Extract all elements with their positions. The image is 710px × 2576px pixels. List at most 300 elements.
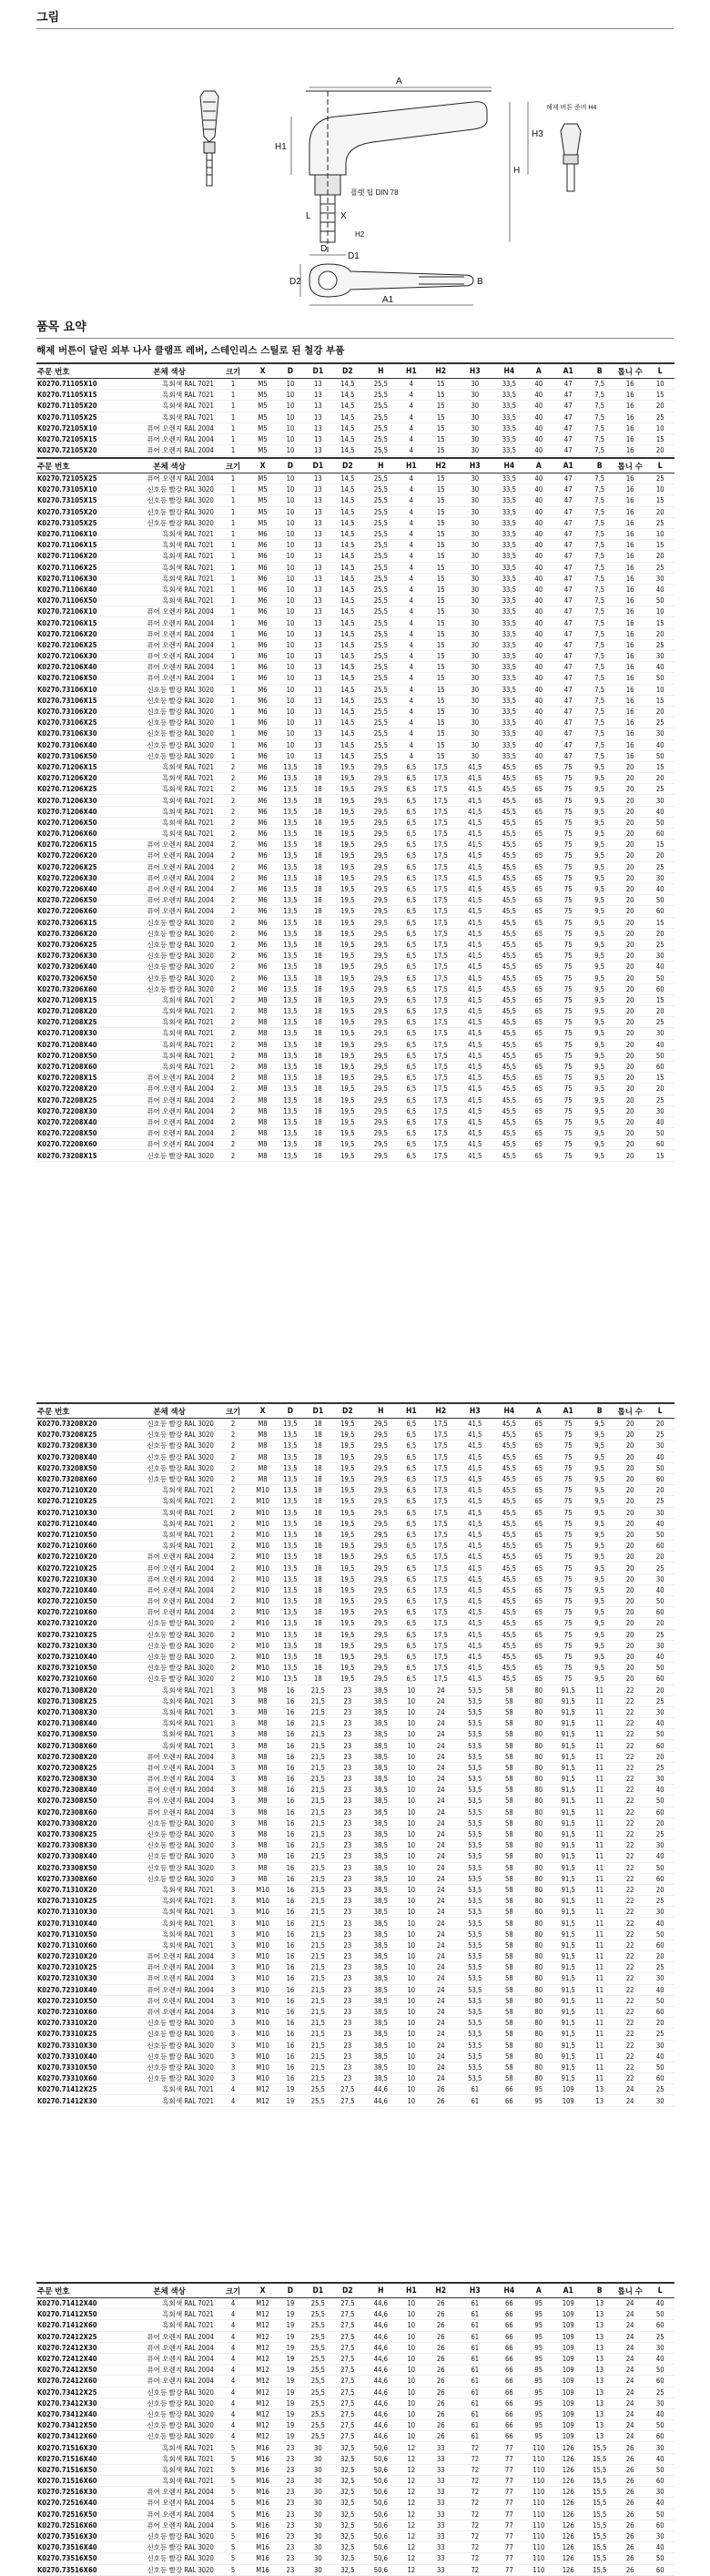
table-cell: 흑회색 RAL 7021 [121,1050,218,1061]
table-cell: 9,5 [584,840,614,850]
table-cell: 신호등 빨강 RAL 3020 [121,2564,218,2575]
dim-label-d2: D2 [289,277,301,287]
table-cell: 17,5 [424,829,458,840]
table-cell: 11 [584,1884,614,1895]
table-cell: 11 [584,2018,614,2029]
table-cell: M8 [248,1017,276,1028]
table-cell: 14,5 [332,639,363,650]
table-cell: 9,5 [584,1563,614,1573]
table-cell: 75 [552,1128,585,1139]
table-cell: 65 [526,883,552,894]
table-cell: 20 [614,806,645,817]
table-cell: 7,5 [584,750,614,761]
table-cell: 40 [526,433,552,444]
table-cell: 14,5 [332,617,363,628]
table-cell: 60 [645,1473,674,1484]
order-number-cell: K0270.73206X30 [36,951,121,962]
table-cell: 9,5 [584,883,614,894]
table-cell: 58 [492,1884,526,1895]
table-row [36,390,674,401]
table-cell: 13,5 [277,1462,304,1473]
table-cell: 25 [645,1828,674,1839]
order-number-cell: K0270.72412X25 [36,2331,121,2342]
table-cell: 38,5 [363,2062,399,2072]
table-cell: 11 [584,1796,614,1807]
table-cell: 44,6 [363,2376,399,2387]
table-cell: 13 [304,390,331,401]
table-cell: 33 [424,2498,458,2509]
table-cell: 15,5 [584,2564,614,2575]
table-cell: 13 [304,651,331,662]
table-cell: 10 [645,684,674,695]
column-header: 주문 번호 [36,364,121,379]
table-cell: 38,5 [363,1706,399,1717]
table-cell: 30 [458,662,493,673]
table-cell: 흑회색 RAL 7021 [121,1896,218,1907]
table-cell: 40 [526,584,552,595]
table-cell: 45,5 [492,1674,526,1685]
table-cell: 30 [645,1640,674,1651]
column-header: X [248,2284,276,2298]
table-cell: 13,5 [277,994,304,1005]
table-row [36,2376,674,2387]
table-cell: 10 [645,379,674,390]
table-cell: 15 [424,739,458,750]
table-cell: 65 [526,1573,552,1584]
table-cell: 25 [645,517,674,528]
table-cell: M6 [248,540,276,551]
table-cell: 10 [399,1884,424,1895]
table-cell: 24 [614,2387,645,2398]
table-row [36,1128,674,1139]
column-header: D2 [332,459,363,473]
table-cell: M8 [248,1729,276,1740]
table-cell: 58 [492,2018,526,2029]
table-cell: 10 [277,739,304,750]
order-number-cell: K0270.71210X25 [36,1496,121,1507]
table-cell: 20 [614,1640,645,1651]
order-number-cell: K0270.73206X40 [36,962,121,972]
table-cell: 10 [277,662,304,673]
table-cell: 24 [424,1995,458,2006]
order-number-cell: K0270.73308X25 [36,1828,121,1839]
table-cell: 10 [399,2420,424,2431]
table-cell: 19 [277,2095,304,2106]
table-cell: M6 [248,706,276,717]
table-cell: 17,5 [424,1651,458,1662]
table-cell: 40 [645,2453,674,2464]
table-cell: 50,6 [363,2564,399,2575]
table-cell: 29,5 [363,773,399,784]
table-cell: 50,6 [363,2453,399,2464]
table-cell: M8 [248,1116,276,1127]
table-cell: 19,5 [332,994,363,1005]
table-cell: 91,5 [552,1828,585,1839]
table-cell: 11 [584,1706,614,1717]
table-cell: 흑회색 RAL 7021 [121,806,218,817]
order-number-cell: K0270.72308X60 [36,1807,121,1817]
table-cell: 109 [552,2084,585,2095]
table-row [36,2530,674,2541]
table-cell: 24 [424,1695,458,1706]
table-cell: 6,5 [399,1128,424,1139]
table-cell: 19,5 [332,1139,363,1150]
table-cell: 5 [218,2453,248,2464]
table-row [36,939,674,950]
table-cell: 6,5 [399,1116,424,1127]
table-cell: 126 [552,2464,585,2475]
table-cell: 16 [614,750,645,761]
table-cell: 45,5 [492,906,526,917]
table-cell: 20 [614,1105,645,1116]
table-cell: 퓨어 오렌지 RAL 2004 [121,2376,218,2387]
table-cell: 75 [552,1105,585,1116]
table-cell: 퓨어 오렌지 RAL 2004 [121,433,218,444]
table-row [36,1529,674,1540]
table-cell: 25,5 [363,517,399,528]
table-cell: 13,5 [277,861,304,872]
order-number-cell: K0270.72210X30 [36,1573,121,1584]
table-cell: 6,5 [399,1451,424,1462]
table-cell: 16 [277,1884,304,1895]
table-row [36,1984,674,1995]
table-cell: M6 [248,939,276,950]
table-cell: 20 [645,1884,674,1895]
column-header: H1 [399,1404,424,1419]
order-number-cell: K0270.72208X50 [36,1128,121,1139]
table-cell: 15 [424,473,458,484]
table-cell: 60 [645,906,674,917]
table-cell: 65 [526,773,552,784]
table-cell: 22 [614,1729,645,1740]
table-cell: 7,5 [584,390,614,401]
order-number-cell: K0270.71105X10 [36,379,121,390]
table-cell: 6,5 [399,1496,424,1507]
table-cell: 40 [645,1518,674,1529]
column-header: H4 [492,364,526,379]
table-cell: 7,5 [584,495,614,506]
table-row [36,962,674,972]
table-cell: 30 [458,412,493,423]
table-cell: 2 [218,895,248,906]
table-cell: 19,5 [332,1674,363,1685]
table-cell: 80 [526,1718,552,1729]
table-cell: 58 [492,1807,526,1817]
table-cell: 50,6 [363,2553,399,2564]
table-cell: 58 [492,1718,526,1729]
table-cell: 16 [277,2051,304,2062]
table-cell: M6 [248,806,276,817]
table-cell: 75 [552,1095,585,1105]
table-cell: 53,5 [458,1828,493,1839]
table-cell: 18 [304,1473,331,1484]
table-cell: 19 [277,2420,304,2431]
order-number-cell: K0270.71516X60 [36,2476,121,2487]
table-cell: 6,5 [399,906,424,917]
table-cell: 109 [552,2387,585,2398]
table-cell: 16 [614,412,645,423]
table-cell: 19,5 [332,1507,363,1518]
order-number-cell: K0270.73310X50 [36,2062,121,2072]
table-cell: 2 [218,1017,248,1028]
column-header: B [584,1404,614,1419]
table-cell: 4 [399,551,424,562]
table-cell: 75 [552,1473,585,1484]
dim-label-h3: H3 [532,129,543,139]
table-cell: 60 [645,1674,674,1685]
table-cell: 30 [458,433,493,444]
table-cell: 10 [277,379,304,390]
table-cell: 23 [332,1706,363,1717]
table-cell: 50 [645,2553,674,2564]
table-row [36,2040,674,2051]
table-cell: M10 [248,1518,276,1529]
table-cell: 38,5 [363,1918,399,1929]
table-row [36,2365,674,2376]
table-cell: 20 [614,951,645,962]
table-cell: 신호등 빨강 RAL 3020 [121,1651,218,1662]
table-cell: 15 [424,673,458,684]
table-cell: 91,5 [552,1706,585,1717]
table-cell: 53,5 [458,1929,493,1940]
table-cell: 80 [526,2029,552,2040]
table-cell: 75 [552,761,585,772]
table-cell: 3 [218,1984,248,1995]
table-cell: 10 [399,2084,424,2095]
table-cell: 40 [526,445,552,456]
table-cell: 18 [304,1419,331,1430]
table-cell: M6 [248,562,276,573]
table-cell: 퓨어 오렌지 RAL 2004 [121,2365,218,2376]
table-cell: 25,5 [363,739,399,750]
table-cell: 16 [277,1695,304,1706]
table-cell: 30 [458,517,493,528]
table-cell: 47 [552,750,585,761]
table-cell: 22 [614,1828,645,1839]
table-cell: M6 [248,784,276,795]
order-number-cell: K0270.71310X30 [36,1907,121,1918]
table-cell: 21,5 [304,1907,331,1918]
table-cell: 58 [492,1751,526,1762]
table-cell: 50,6 [363,2464,399,2475]
table-cell: 13 [304,673,331,684]
table-cell: 21,5 [304,1984,331,1995]
table-cell: 65 [526,1651,552,1662]
table-cell: 25,5 [363,628,399,639]
table-cell: 53,5 [458,1973,493,1984]
table-cell: 75 [552,795,585,806]
table-cell: 18 [304,1596,331,1607]
table-cell: 25 [645,861,674,872]
table-cell: M10 [248,1962,276,1973]
column-header: D1 [304,459,331,473]
table-cell: 4 [399,495,424,506]
order-number-cell: K0270.71308X25 [36,1695,121,1706]
table-cell: 20 [645,1084,674,1095]
table-cell: M10 [248,1907,276,1918]
table-cell: M10 [248,1618,276,1629]
table-cell: 11 [584,1973,614,1984]
table-cell: 퓨어 오렌지 RAL 2004 [121,651,218,662]
column-header: D [277,1404,304,1419]
table-cell: 10 [277,506,304,517]
table-cell: 20 [645,1006,674,1017]
table-cell: 2 [218,1541,248,1552]
table-cell: 25,5 [304,2431,331,2442]
dim-label-l: L [306,211,311,221]
table-cell: 20 [614,1651,645,1662]
table-cell: 24 [424,1706,458,1717]
table-cell: 13 [304,506,331,517]
table-cell: 61 [458,2309,493,2320]
table-cell: M5 [248,423,276,433]
table-cell: 2 [218,1596,248,1607]
table-cell: 65 [526,1419,552,1430]
table-cell: 65 [526,795,552,806]
table-cell: 19,5 [332,1084,363,1095]
table-cell: 19,5 [332,1640,363,1651]
table-cell: 16 [277,1729,304,1740]
table-cell: 27,5 [332,2342,363,2353]
table-cell: 10 [399,2018,424,2029]
table-cell: 19,5 [332,1573,363,1584]
table-cell: 20 [645,628,674,639]
table-cell: 38,5 [363,1751,399,1762]
table-cell: 9,5 [584,1441,614,1451]
table-cell: 1 [218,639,248,650]
table-cell: 9,5 [584,861,614,872]
table-cell: 30 [458,596,493,606]
table-cell: 15,5 [584,2487,614,2498]
table-cell: 13 [304,551,331,562]
table-cell: 19,5 [332,951,363,962]
table-cell: 2 [218,1552,248,1563]
table-cell: 47 [552,528,585,539]
table-cell: 19,5 [332,1073,363,1084]
table-cell: M12 [248,2398,276,2408]
table-cell: 20 [614,850,645,861]
table-cell: 25,5 [304,2376,331,2387]
table-row [36,2298,674,2309]
table-cell: 53,5 [458,1751,493,1762]
table-cell: 45,5 [492,983,526,994]
table-cell: 9,5 [584,1651,614,1662]
table-cell: 23 [332,2040,363,2051]
table-cell: 4 [399,562,424,573]
table-cell: 1 [218,573,248,584]
table-cell: 16 [277,1740,304,1751]
order-number-cell: K0270.71206X50 [36,817,121,828]
table-row [36,1796,674,1807]
table-cell: 9,5 [584,806,614,817]
table-cell: 10 [399,2006,424,2017]
table-cell: 9,5 [584,1462,614,1473]
table-cell: 44,6 [363,2398,399,2408]
table-row [36,433,674,444]
table-cell: 27,5 [332,2298,363,2309]
table-cell: 50 [645,2509,674,2520]
table-cell: 13,5 [277,1552,304,1563]
table-cell: 6,5 [399,1441,424,1451]
table-cell: 16 [614,495,645,506]
table-cell: 15 [424,728,458,739]
table-cell: 58 [492,1962,526,1973]
order-number-cell: K0270.73210X20 [36,1618,121,1629]
table-row [36,412,674,423]
table-cell: 14,5 [332,540,363,551]
table-cell: 41,5 [458,1128,493,1139]
table-cell: 40 [526,617,552,628]
table-cell: 75 [552,1541,585,1552]
table-cell: 53,5 [458,1862,493,1873]
table-cell: 26 [614,2453,645,2464]
table-cell: 18 [304,1462,331,1473]
table-cell: 23 [332,1718,363,1729]
table-cell: 10 [277,401,304,412]
table-row [36,1061,674,1072]
table-cell: 20 [614,1596,645,1607]
order-number-cell: K0270.73516X40 [36,2542,121,2553]
table-cell: 45,5 [492,951,526,962]
table-row [36,2073,674,2084]
table-cell: 퓨어 오렌지 RAL 2004 [121,2498,218,2509]
table-cell: 2 [218,1116,248,1127]
table-cell: 65 [526,1150,552,1161]
table-cell: 29,5 [363,1618,399,1629]
order-number-cell: K0270.71412X50 [36,2309,121,2320]
table-cell: 10 [399,1840,424,1851]
table-cell: 19,5 [332,1451,363,1462]
table-cell: 27,5 [332,2353,363,2364]
table-cell: 13 [304,423,331,433]
table-cell: 53,5 [458,1884,493,1895]
table-cell: 10 [399,1807,424,1817]
table-cell: 21,5 [304,1751,331,1762]
table-cell: 10 [277,706,304,717]
table-cell: 6,5 [399,1552,424,1563]
table-cell: 1 [218,617,248,628]
table-cell: 4 [399,433,424,444]
table-cell: 2 [218,983,248,994]
table-row [36,1006,674,1017]
table-cell: 80 [526,1840,552,1851]
table-cell: 10 [277,750,304,761]
table-cell: 24 [424,1796,458,1807]
table-row [36,1485,674,1496]
table-cell: 80 [526,1851,552,1862]
table-cell: 19,5 [332,962,363,972]
table-row [36,445,674,456]
table-cell: M10 [248,1541,276,1552]
table-row [36,795,674,806]
table-cell: 41,5 [458,1150,493,1161]
table-cell: 24 [424,1828,458,1839]
table-cell: 9,5 [584,1674,614,1685]
table-cell: 16 [277,1940,304,1950]
table-cell: 15,5 [584,2464,614,2475]
order-number-cell: K0270.72308X40 [36,1785,121,1796]
table-cell: 3 [218,2062,248,2072]
table-cell: M16 [248,2498,276,2509]
table-cell: 65 [526,1596,552,1607]
table-cell: M8 [248,1817,276,1828]
table-cell: 신호등 빨강 RAL 3020 [121,1451,218,1462]
table-cell: 11 [584,1984,614,1995]
table-cell: 17,5 [424,1552,458,1563]
table-cell: 40 [526,739,552,750]
table-cell: 14,5 [332,739,363,750]
table-cell: 16 [614,584,645,595]
